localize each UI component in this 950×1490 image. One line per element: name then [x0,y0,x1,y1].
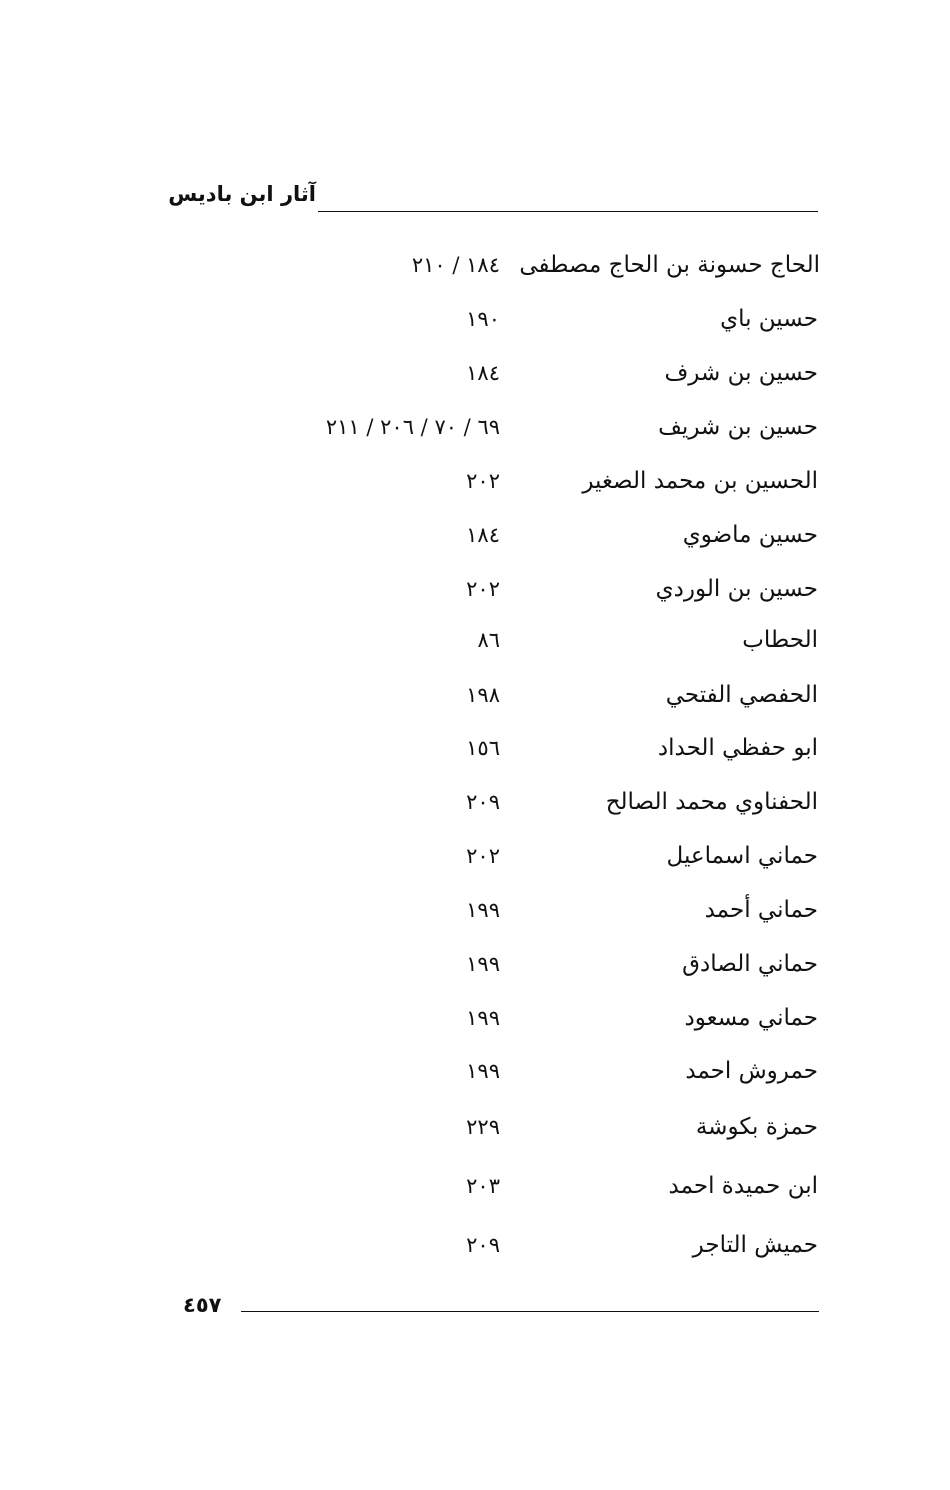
index-entry [240,728,818,768]
index-entry [240,836,818,876]
entry-name: حسين بن شرف [664,360,818,386]
entry-pages: ٢٠٢ [466,469,500,493]
entry-name: حسين باي [720,306,818,332]
index-entry [240,515,818,555]
index-entry [240,944,818,984]
index-entry [240,1051,818,1091]
index-entry [240,675,818,715]
index-entry [240,1225,818,1265]
entry-pages: ١٩٩ [466,952,500,976]
entry-name: حماني أحمد [704,897,818,923]
index-entry [240,353,818,393]
index-entry [240,998,818,1038]
entry-pages: ١٩٨ [466,683,500,707]
index-entry [240,620,818,660]
entry-name: حماني مسعود [684,1005,818,1031]
entry-pages: ١٥٦ [466,736,500,760]
entry-pages: ٨٦ [477,628,500,652]
index-entry [240,407,818,447]
entry-pages: ٢٢٩ [466,1115,500,1139]
entry-pages: ٢٠٩ [466,790,500,814]
entry-pages: ١٩٠ [466,307,500,331]
entry-name: حمزة بكوشة [695,1114,818,1140]
entry-pages: ٢٠٩ [466,1233,500,1257]
index-entry [240,1107,818,1147]
entry-name: حسين ماضوي [682,522,818,548]
entry-pages: ١٩٩ [466,1059,500,1083]
index-entry [240,1166,818,1206]
entry-name: حسين بن شريف [658,414,818,440]
index-entry [240,782,818,822]
entry-name: حماني اسماعيل [666,843,818,869]
entry-pages: ٦٩ / ٧٠ / ٢٠٦ / ٢١١ [325,415,500,439]
entry-pages: ١٨٤ [466,361,500,385]
entry-name: حميش التاجر [692,1232,818,1258]
index-entry [240,461,818,501]
entry-name: حمروش احمد [685,1058,818,1084]
footer-rule [241,1311,819,1312]
page-number: ٤٥٧ [183,1293,222,1317]
entry-name: الحسين بن محمد الصغير [582,468,818,494]
entry-name: الحفصي الفتحي [665,682,818,708]
entry-name: حماني الصادق [682,951,818,977]
index-entry [240,569,818,609]
entry-pages: ١٨٤ [466,523,500,547]
entry-name: حسين بن الوردي [655,576,818,602]
running-header-title: آثار ابن باديس [168,182,316,206]
entry-pages: ١٨٤ / ٢١٠ [411,253,500,277]
entry-pages: ٢٠٢ [466,577,500,601]
entry-name: الحفناوي محمد الصالح [605,789,818,815]
entry-name: الحاج حسونة بن الحاج مصطفى [519,252,820,278]
index-entry [240,890,818,930]
index-entry [240,245,818,285]
entry-name: ابن حميدة احمد [668,1173,818,1199]
entry-pages: ٢٠٣ [466,1174,500,1198]
entry-pages: ٢٠٢ [466,844,500,868]
entry-name: ابو حفظي الحداد [657,735,818,761]
index-entry [240,299,818,339]
entry-name: الحطاب [742,627,818,653]
entry-pages: ١٩٩ [466,1006,500,1030]
entry-pages: ١٩٩ [466,898,500,922]
